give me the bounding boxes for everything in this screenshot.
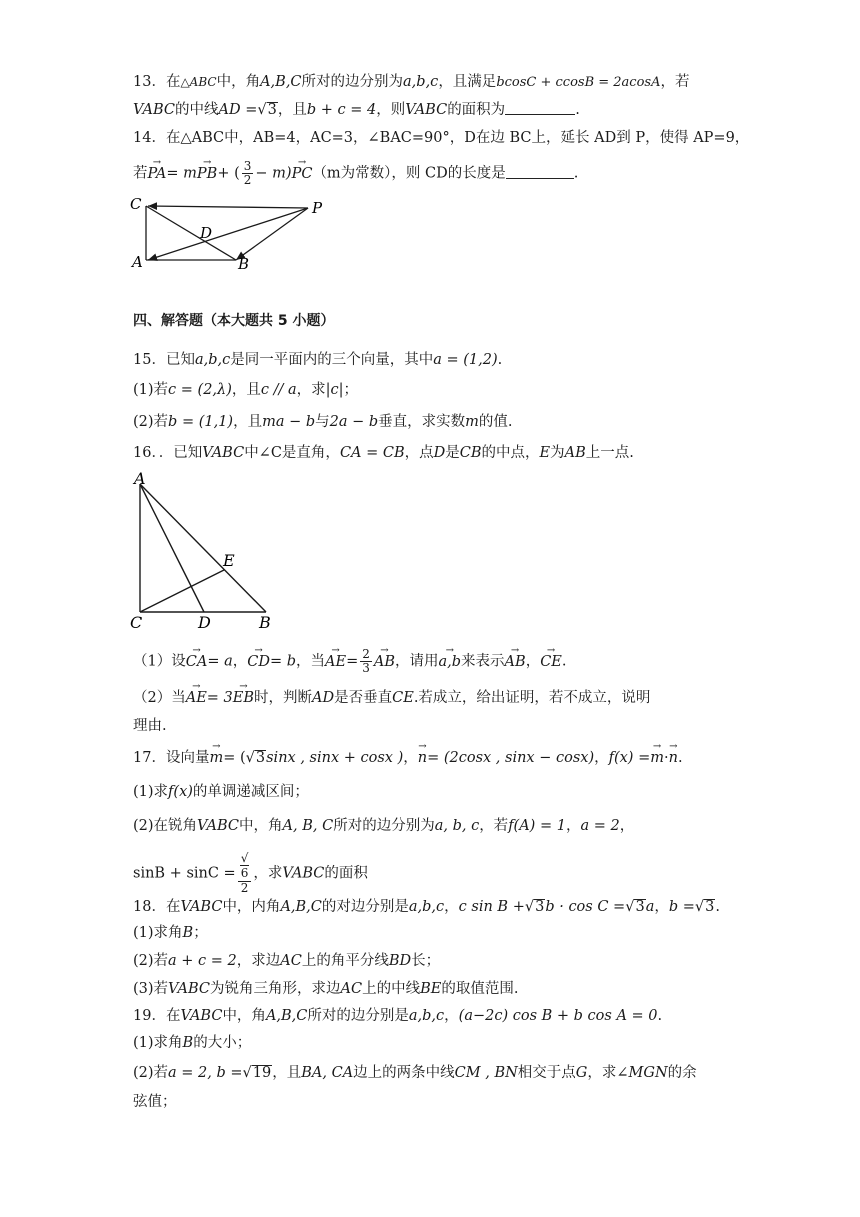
q16-segment-ad: AD [312,690,335,706]
q18-text: 为锐角三角形，求边 [210,981,341,997]
q19-text: 中，角 [222,1008,266,1024]
q19-text: (1)求角 [133,1035,183,1051]
q19-text: (2)若 [133,1065,169,1081]
q18-text: 长； [411,953,441,969]
q17-sqrt-value: 6 [240,866,249,880]
q13-text: 的面积为 [447,102,506,118]
q18-line4 [133,979,518,999]
q17-line2 [133,782,309,802]
q17-text: 所对的边分别为 [333,818,435,834]
q14-label-d: D [200,224,213,242]
q17-text: = ( [223,750,246,766]
q16-equality: CA = CB [339,445,405,461]
q16-line1 [133,443,634,463]
q18-line1 [133,897,720,917]
q17-fraction [238,852,252,895]
q18-text: 的对边分别是 [321,899,409,915]
q15-text: 15．已知 [133,352,195,368]
q15-text: ； [343,382,359,398]
q18-text: 上的中线 [362,981,421,997]
q19-triangle: VABC [180,1008,223,1024]
q16-text: = [346,653,359,670]
q16-text: ，当 [296,653,325,670]
q15-text: ，求 [296,382,326,398]
q15-text: 与 [315,414,330,430]
q19-angle-b: B [182,1035,194,1051]
q13-triangle: △ABC [180,75,217,89]
q17-text: ，若 [479,818,509,834]
q17-text: 的单调递减区间； [192,784,309,800]
q13-text: ，则 [376,102,406,118]
q17-function: f(x) = [608,750,651,766]
q18-text: 上的角平分线 [301,953,389,969]
q17-text: . [677,750,683,766]
q18-text: ，求边 [236,953,281,969]
q16-text: 中∠C是直角， [244,445,340,461]
q18-text: (2)若 [133,953,169,969]
q17-text: sinx , sinx + cosx ) [266,750,404,766]
q16-label-b: B [259,613,271,630]
q17-vector-n: → n [669,748,678,768]
q18-side-b: b = [668,899,695,915]
q18-text: ， [654,899,669,915]
q18-sqrt-value: 3 [635,899,645,915]
q17-side-a: a = 2 [580,818,620,834]
q16-segment-cb: CB [459,445,482,461]
q14-vector-pa-arrow [148,208,308,260]
q18-line3 [133,951,440,971]
q18-sqrt: √3 [524,899,545,915]
q14-line2 [133,160,578,187]
q17-line4 [133,852,368,895]
q17-triangle: VABC [197,818,240,834]
q14-vector-pc-arrow [148,206,308,208]
q18-text: 的取值范围. [441,981,519,997]
q17-sides: a, b, c [434,818,480,834]
q16-label-a: A [134,470,146,488]
q16-text: 为 [550,445,565,461]
q19-angle-mgn: ∠MGN [616,1065,668,1081]
q14-label-c: C [130,195,142,213]
q15-text: ，且 [233,414,263,430]
q17-vector-m: → m [209,748,223,768]
q15-text: (1)若 [133,382,169,398]
q14-text: = m [166,165,197,182]
q16-text: ，请用 [395,653,439,670]
q16-text: 上一点. [585,445,634,461]
q15-expr2: 2a − b [329,414,379,430]
q18-sqrt: √3 [694,899,715,915]
q15-text: . [497,352,503,368]
q19-line1 [133,1006,662,1026]
q13-text: 13．在 [133,74,181,90]
q15-vectors: a,b,c [194,352,231,368]
q19-text: 所对的边分别是 [307,1008,409,1024]
q13-sqrt: √3 [257,102,277,118]
answer-blank [505,100,575,115]
fraction-denominator: 2 [243,173,252,187]
q18-condition: a + c = 2 [168,953,237,969]
q16-vector-ca: → CA [186,652,208,672]
q14-vector-pa: → PA [148,164,167,184]
q18-sqrt-value: 3 [535,899,545,915]
q16-vector-ae: → AE [186,688,207,708]
q19-text: 19．在 [133,1008,181,1024]
q19-given: a = 2, b = [168,1065,243,1081]
q19-text: . [657,1008,663,1024]
q13-line1 [133,72,689,93]
q18-angles: A,B,C [280,899,322,915]
q18-text: (1)求角 [133,925,183,941]
q17-angles: A, B, C [282,818,334,834]
q15-abs: |c| [325,382,344,398]
q18-sqrt: √3 [625,899,645,915]
q18-equation: a [645,899,655,915]
q15-line3 [133,412,513,432]
fraction-denominator: 3 [362,661,370,675]
q13-text: 所对的边分别为 [301,74,404,90]
q16-label-d: D [198,613,211,630]
q18-triangle: VABC [168,981,211,997]
q16-text: .若成立，给出证明，若不成立，说明 [413,690,651,706]
q14-side-cb [146,206,236,260]
q16-vector-ae: → AE [325,652,346,672]
q18-text: (3)若 [133,981,169,997]
q14-figure [128,194,338,274]
q16-segment-ad [140,484,204,612]
fraction-numerator: 3 [243,159,252,173]
q18-text: 18．在 [133,899,181,915]
q18-segment-bd: BD [388,953,412,969]
q19-equation: (a−2c) cos B + b cos A = 0 [458,1008,658,1024]
q16-text: 是 [445,445,460,461]
q16-side-ab [140,484,266,612]
q14-line1: 14．在△ABC中，AB=4，AC=3，∠BAC=90°，D在边 BC上，延长 AD到 P，使得 AP=9， [133,130,750,146]
q14-label-a: A [132,253,143,271]
q16-point-e: E [539,445,551,461]
q13-text: 中，角 [216,74,261,90]
q19-medians: CM , BN [454,1065,518,1081]
q19-text: 的大小； [193,1035,252,1051]
q16-text: = b [269,653,296,670]
q17-text: ， [403,750,418,766]
q17-sqrt-value: 3 [255,750,266,766]
q17-sin-sum: sinB + sinC = [133,865,236,882]
q16-vector-ce: → CE [540,652,562,672]
q19-sides: a,b,c [408,1008,445,1024]
q16-figure [128,470,278,630]
q15-text: (2)若 [133,414,169,430]
q13-angles: A,B,C [260,74,302,90]
q13-sum: b + c = 4 [306,102,377,118]
q13-text: . [575,102,580,118]
q15-expr1: ma − b [262,414,316,430]
q18-text: ； [193,925,208,941]
q14-text: + ( [217,165,240,182]
q14-vector-pb: → PB [197,164,217,184]
q18-equation: c sin B + [458,899,525,915]
q19-text: ， [444,1008,459,1024]
q19-point-g: G [575,1065,588,1081]
q16-text: 16．．已知 [133,445,203,461]
q17-text: (2)在锐角 [133,818,198,834]
answer-blank [506,164,574,179]
q16-vector-ab: → AB [505,652,526,672]
q18-triangle: VABC [180,899,223,915]
q16-fraction [360,648,372,675]
q18-angle-b: B [182,925,194,941]
q16-text: 的中点， [481,445,540,461]
q19-line2 [133,1033,251,1053]
q17-text: = (2cosx , sinx − cosx) [427,750,595,766]
q16-segment-ab: AB [564,445,586,461]
q16-text: 时，判断 [254,690,313,706]
q14-vector-pb-arrow [236,208,308,260]
q16-part2-cont: 理由. [133,718,167,734]
q15-text: ，且 [231,382,261,398]
q17-text: ， [594,750,609,766]
q16-segment-ce [140,570,224,612]
q17-line1 [133,748,683,768]
fraction-numerator: 2 [362,647,370,661]
q15-vector-a: a = (1,2) [433,352,498,368]
q15-text: 是同一平面内的三个向量，其中 [230,352,434,368]
q19-line4: 弦值； [133,1094,177,1110]
q13-text: ，且 [277,102,307,118]
q18-sides: a,b,c [408,899,445,915]
q16-part2 [133,688,650,708]
q16-triangle: VABC [202,445,245,461]
q17-text: ， [565,818,581,834]
q13-sides: a,b,c [403,74,439,90]
q16-text: ，点 [404,445,434,461]
q16-part1 [133,648,566,675]
q19-sqrt-value: 19 [252,1065,272,1081]
q18-side-ac: AC [340,981,363,997]
q19-text: 的余 [667,1065,697,1081]
q14-fraction [242,160,254,187]
q13-sqrt-value: 3 [267,102,277,118]
q14-label-b: B [238,255,250,273]
q19-text: ，且 [272,1065,302,1081]
q15-parallel: c // a [260,382,297,398]
q16-text: （2）当 [133,690,186,706]
q16-text: . [561,653,567,670]
q16-label-e: E [223,551,235,570]
q16-label-c: C [130,613,143,630]
q14-text: （m为常数），则 CD的长度是 [312,165,506,182]
q15-line2 [133,380,358,400]
q17-text: 中，角 [239,818,283,834]
q19-sqrt: √19 [242,1065,272,1081]
q18-sqrt-value: 3 [705,899,715,915]
q17-vector-n: → n [418,748,427,768]
q16-point-d: D [433,445,446,461]
q19-text: 相交于点 [517,1065,576,1081]
q16-text: = a [207,653,233,670]
q19-line3 [133,1063,697,1083]
fraction-denominator: 2 [240,881,249,895]
q16-text: （1）设 [133,653,186,670]
q16-text: 是否垂直 [334,690,393,706]
q13-line2 [133,100,580,120]
q17-function: f(x) [168,784,193,800]
q17-line3 [133,816,634,836]
q18-line2 [133,923,208,943]
q13-text: ，若 [660,74,690,90]
q16-vectors: → a,b [439,652,462,672]
q15-m: m [465,414,479,430]
q18-equation: b · cos C = [545,899,626,915]
q15-vector-c: c = (2,λ) [168,382,232,398]
q13-median: AD = [218,102,258,118]
q18-text: 中，内角 [222,899,281,915]
q18-text: ， [444,899,459,915]
q17-vector-m: → m [650,748,664,768]
q17-triangle: VABC [282,865,325,882]
q17-text: ， [619,818,635,834]
q16-vector-eb: → EB [233,688,254,708]
q13-triangle: VABC [133,102,175,118]
q15-line1 [133,350,502,370]
q14-text: − m) [255,165,292,182]
q17-text: 的面积 [324,865,368,882]
q17-text: 17．设向量 [133,750,210,766]
q17-text: · [663,750,669,766]
q16-text: ， [525,653,541,670]
q18-text: . [715,899,720,915]
q13-text: 的中线 [174,102,219,118]
q18-side-ac: AC [280,953,302,969]
q14-label-p: P [312,199,323,217]
section-heading: 四、解答题（本大题共 5 小题） [133,313,335,329]
q19-text: 边上的两条中线 [353,1065,455,1081]
q16-vector-cd: → CD [247,652,270,672]
q17-text: ，求 [253,865,283,882]
q19-text: ，求 [587,1065,617,1081]
q19-sides: BA, CA [301,1065,354,1081]
q14-text: . [573,165,579,182]
q17-text: (1)求 [133,784,169,800]
q16-text: = 3 [206,690,233,706]
q14-text: 若 [133,165,148,182]
q16-text: 来表示 [461,653,505,670]
q17-condition: f(A) = 1 [508,818,566,834]
q15-text: 垂直，求实数 [378,414,466,430]
q17-sqrt: √3 [245,750,266,766]
q19-angles: A,B,C [265,1008,308,1024]
q18-segment-be: BE [420,981,442,997]
q13-condition: bcosC + ccosB = 2acosA [496,75,661,90]
q13-text: ，且满足 [438,74,497,90]
q15-text: 的值. [478,414,513,430]
q13-triangle: VABC [405,102,448,118]
q16-vector-ab: → AB [374,652,395,672]
q16-text: ， [232,653,248,670]
q15-vector-b: b = (1,1) [168,414,234,430]
q16-segment-ce: CE [392,690,414,706]
fraction-numerator: √ 6 [238,852,252,882]
q14-vector-pc: → PC [292,164,313,184]
